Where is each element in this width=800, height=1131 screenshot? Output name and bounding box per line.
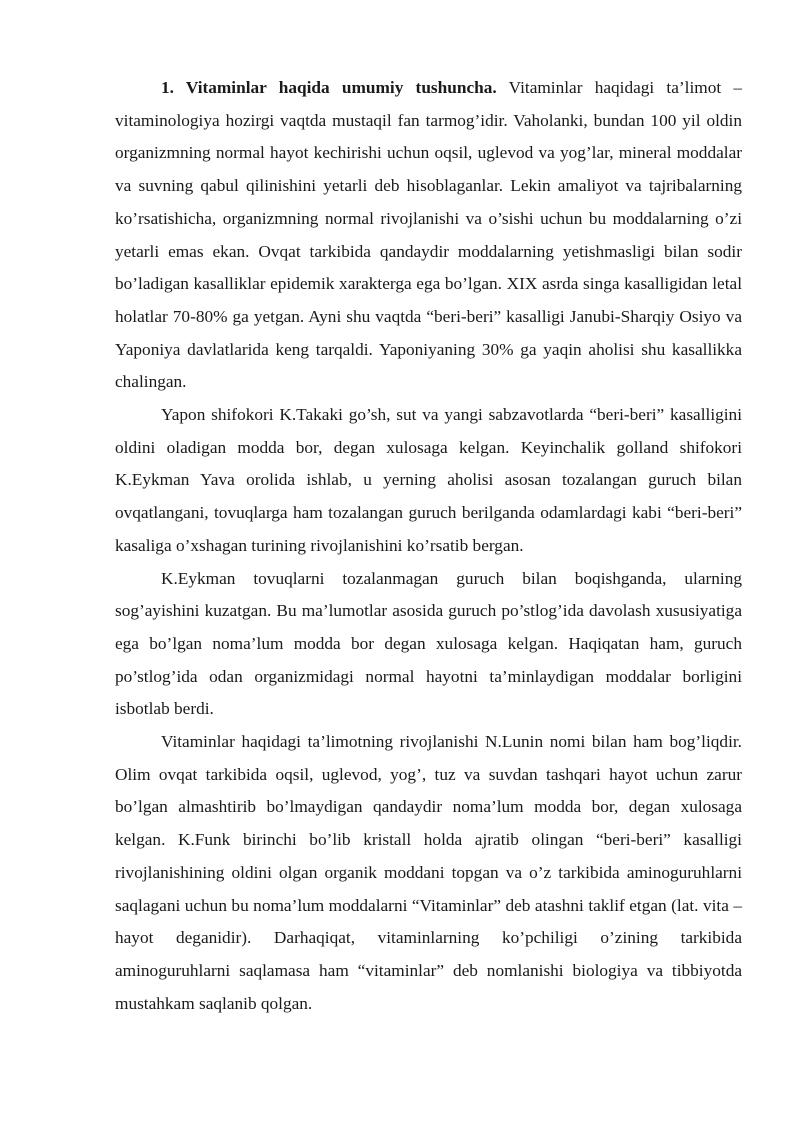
paragraph-3: K.Eykman tovuqlarni tozalanmagan guruch bilan boqishganda, ularning sog’ayishini kuzatgan. Bu ma’lumotlar asosida guruch po’stlog’ida davolash xususiyatiga ega bo’lgan noma’lum modda bor degan xulosaga kelgan. Haqiqatan ham, guruch po’stlog’ida odan organizmidagi normal hayotni ta’minlaydigan moddalar borligini isbotlab berdi. <box>115 568 742 719</box>
paragraph-4: Vitaminlar haqidagi ta’limotning rivojlanishi N.Lunin nomi bilan ham bog’liqdir. Olim ovqat tarkibida oqsil, uglevod, yog’, tuz va suvdan tashqari hayot uchun zarur bo’lgan almashtirib bo’lmaydigan qandaydir noma’lum modda bor, degan xulosaga kelgan. K.Funk birinchi bo’lib kristall holda ajratib olingan “beri-beri” kasalligi rivojlanishining oldini olgan organik moddani topgan va o’z tarkibida aminoguruhlarni saqlagani uchun bu noma’lum moddalarni “Vitaminlar” deb atashni taklif etgan (lat. vita – hayot deganidir). Darhaqiqat, vitaminlarning ko’pchiligi o’zining tarkibida aminoguruhlarni saqlamasa ham “vitaminlar” deb nomlanishi biologiya va tibbiyotda mustahkam saqlanib qolgan. <box>115 732 742 1013</box>
paragraph-1 <box>115 72 742 399</box>
paragraph-2: Yapon shifokori K.Takaki go’sh, sut va yangi sabzavotlarda “beri-beri” kasalligini oldini oladigan modda bor, degan xulosaga kelgan. Keyinchalik golland shifokori K.Eykman Yava orolida ishlab, u yerning aholisi asosan tozalangan guruch bilan ovqatlangani, tovuqlarga ham tozalangan guruch berilganda odamlardagi kabi “beri-beri” kasaliga o’xshagan turining rivojlanishini ko’rsatib bergan. <box>115 405 742 555</box>
paragraph-1-text: Vitaminlar haqidagi ta’limot – vitaminologiya hozirgi vaqtda mustaqil fan tarmog’idir. Vaholanki, bundan 100 yil oldin organizmning normal hayot kechirishi uchun oqsil, uglevod va yog’lar, mineral moddalar va suvning qabul qilinishini yetarli deb hisoblaganlar. Lekin amaliyot va tajribalarning ko’rsatishicha, organizmning normal rivojlanishi va o’sishi uchun bu moddalarning o’zi yetarli emas ekan. Ovqat tarkibida qandaydir moddalarning yetishmasligi bilan sodir bo’ladigan kasalliklar epidemik xarakterga ega bo’lgan. XIX asrda singa kasalligidan letal holatlar 70-80% ga yetgan. Ayni shu vaqtda “beri-beri” kasalligi Janubi-Sharqiy Osiyo va Yaponiya davlatlarida keng tarqaldi. Yaponiyaning 30% ga yaqin aholisi shu kasallikka chalingan. <box>115 78 743 392</box>
section-heading: 1. Vitaminlar haqida umumiy tushuncha. <box>161 78 497 97</box>
document-body <box>115 72 742 1020</box>
